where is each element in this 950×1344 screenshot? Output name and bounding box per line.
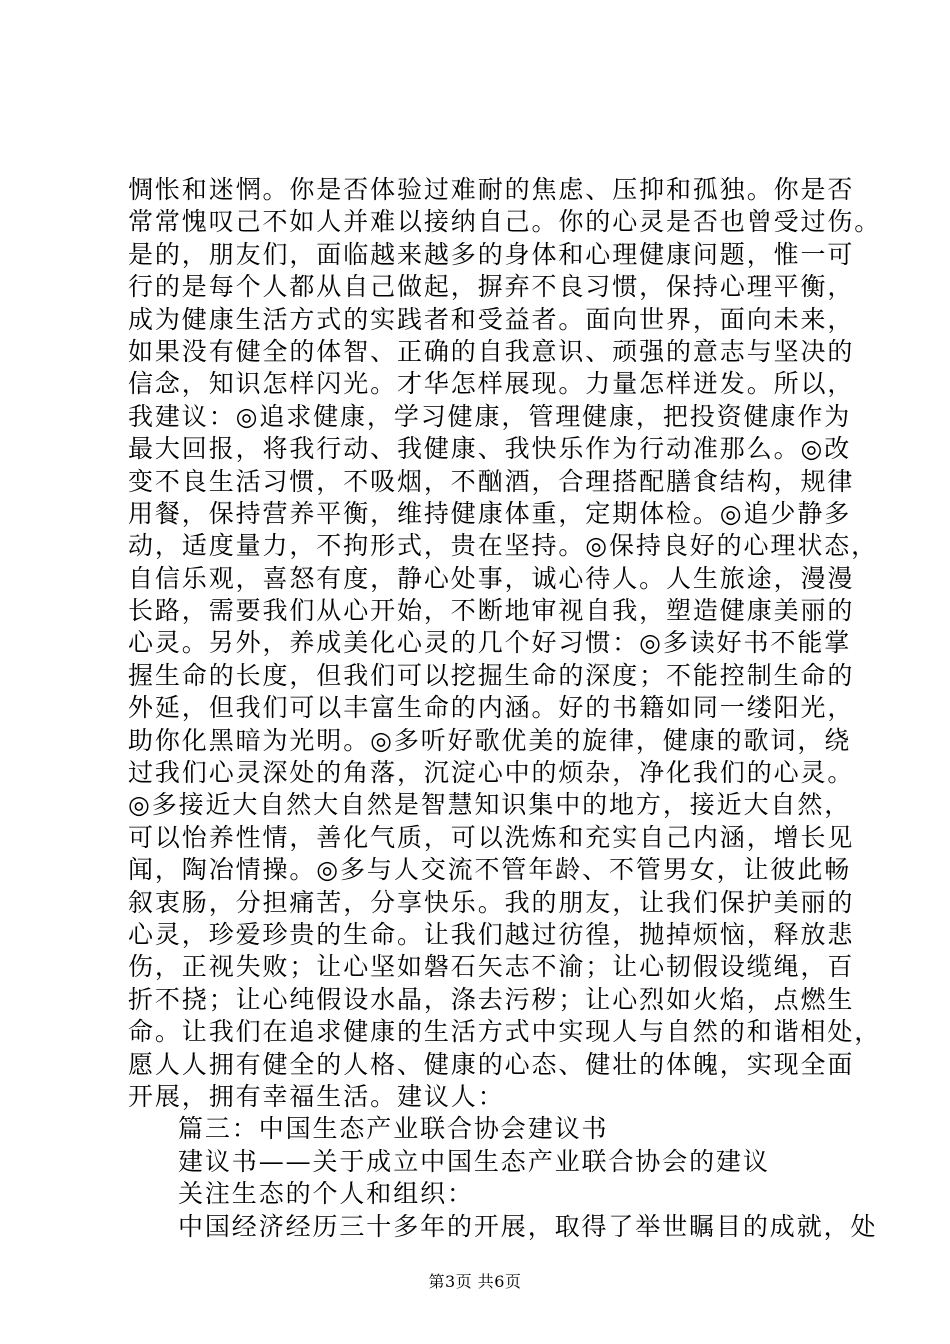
text-line: ◎多接近大自然大自然是智慧知识集中的地方，接近大自然， [128, 790, 852, 820]
text-line: 行的是每个人都从自己做起，摒弃不良习惯，保持心理平衡， [128, 272, 855, 302]
text-line: 握生命的长度，但我们可以挖掘生命的深度；不能控制生命的 [128, 660, 855, 690]
text-line: 是的，朋友们，面临越来越多的身体和心理健康问题，惟一可 [128, 239, 855, 269]
text-line: 心灵，珍爱珍贵的生命。让我们越过彷徨，抛掉烦恼，释放悲 [128, 919, 855, 949]
text-line: 我建议：◎追求健康，学习健康，管理健康，把投资健康作为 [128, 401, 852, 431]
text-line: 最大回报，将我行动、我健康、我快乐作为行动准那么。◎改 [128, 434, 852, 464]
text-line: 成为健康生活方式的实践者和受益者。面向世界，面向未来， [128, 304, 855, 334]
text-line: 助你化黑暗为光明。◎多听好歌优美的旋律，健康的歌词，绕 [128, 725, 852, 755]
text-line: 伤，正视失败；让心坚如磐石矢志不渝；让心韧假设缆绳，百 [128, 952, 855, 982]
text-line: 心灵。另外，养成美化心灵的几个好习惯：◎多读好书不能掌 [128, 628, 852, 658]
text-line: 外延，但我们可以丰富生命的内涵。好的书籍如同一缕阳光， [128, 693, 855, 723]
text-line: 信念，知识怎样闪光。才华怎样展现。力量怎样迸发。所以， [128, 369, 855, 399]
text-line: 长路，需要我们从心开始，不断地审视自我，塑造健康美丽的 [128, 596, 855, 626]
text-line: 命。让我们在追求健康的生活方式中实现人与自然的和谐相处， [128, 1017, 882, 1047]
text-line: 如果没有健全的体智、正确的自我意识、顽强的意志与坚决的 [128, 336, 855, 366]
text-line: 变不良生活习惯，不吸烟，不酗酒，合理搭配膳食结构，规律 [128, 466, 855, 496]
salutation: 关注生态的个人和组织： [178, 1179, 474, 1209]
text-line: 愿人人拥有健全的人格、健康的心态、健壮的体魄，实现全面 [128, 1049, 855, 1079]
section-heading: 篇三：中国生态产业联合协会建议书 [178, 1114, 609, 1144]
text-line: 折不挠；让心纯假设水晶，涤去污秽；让心烈如火焰，点燃生 [128, 984, 855, 1014]
text-line: 可以怡养性情，善化气质，可以洗炼和充实自己内涵，增长见 [128, 822, 855, 852]
text-line: 中国经济经历三十多年的开展，取得了举世瞩目的成就，处 [178, 1211, 878, 1241]
text-line: 闻，陶冶情操。◎多与人交流不管年龄、不管男女，让彼此畅 [128, 855, 852, 885]
text-line: 动，适度量力，不拘形式，贵在坚持。◎保持良好的心理状态， [128, 531, 879, 561]
text-line: 自信乐观，喜怒有度，静心处事，诚心待人。人生旅途，漫漫 [128, 563, 855, 593]
text-line: 用餐，保持营养平衡，维持健康体重，定期体检。◎追少静多 [128, 498, 852, 528]
text-line: 开展，拥有幸福生活。建议人： [128, 1081, 505, 1111]
text-line: 惆怅和迷惘。你是否体验过难耐的焦虑、压抑和孤独。你是否 [128, 175, 855, 204]
proposal-title: 建议书——关于成立中国生态产业联合协会的建议 [178, 1146, 770, 1176]
text-line: 常常愧叹己不如人并难以接纳自己。你的心灵是否也曾受过伤。 [128, 207, 882, 237]
body-text [128, 174, 882, 1243]
page-number-footer: 第3页 共6页 [428, 1272, 522, 1291]
text-line: 叙衷肠，分担痛苦，分享快乐。我的朋友，让我们保护美丽的 [128, 887, 855, 917]
text-line: 过我们心灵深处的角落，沉淀心中的烦杂，净化我们的心灵。 [128, 758, 855, 788]
